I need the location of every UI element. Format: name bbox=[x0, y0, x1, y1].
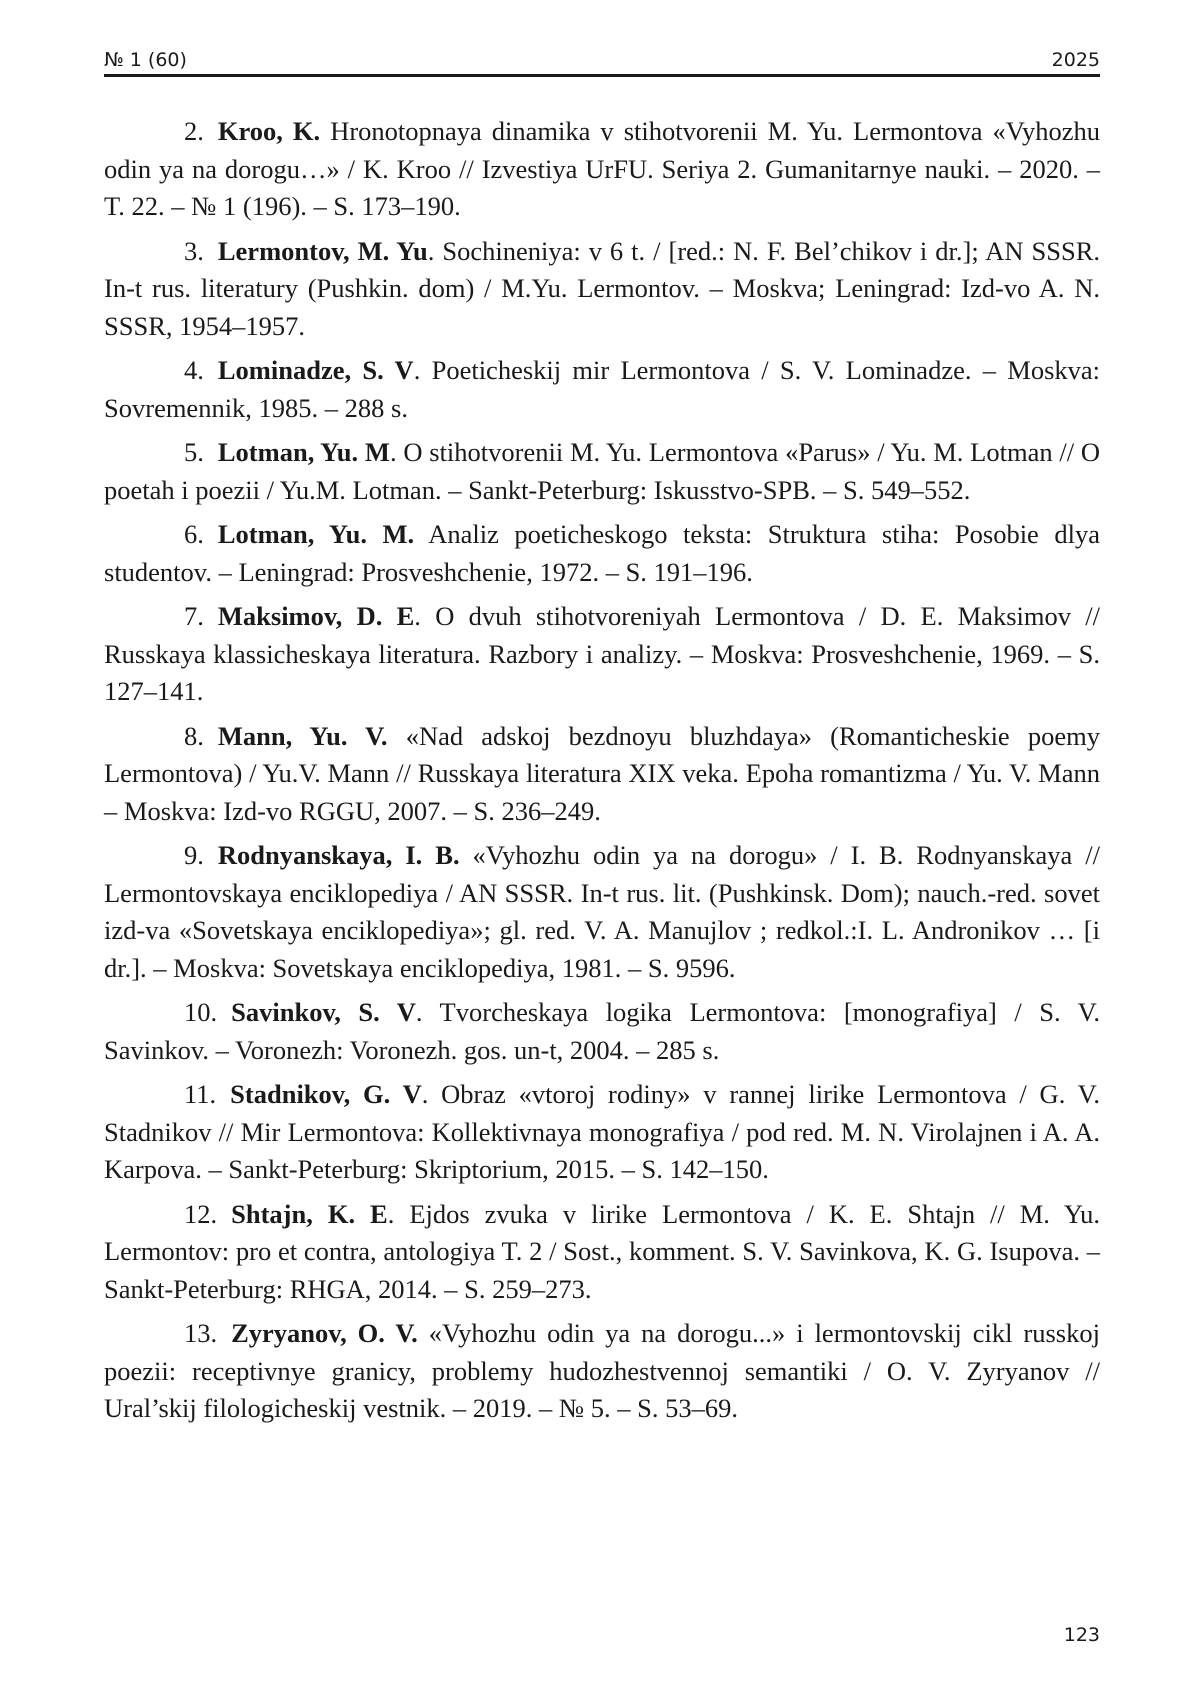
reference-entry bbox=[104, 1315, 1100, 1428]
running-header bbox=[104, 44, 1100, 77]
reference-author: Lermontov, M. Yu bbox=[217, 235, 428, 266]
reference-author: Rodnyanskaya, I. B. bbox=[217, 840, 460, 870]
reference-text: . Sochineniya: v 6 t. / [red.: N. F. Bel’chikov i dr.]; AN SSSR. In-t rus. literatury (Pushkin. dom) / M.Yu. Lermontov. – Moskva; Leningrad: Izd-vo A. N. SSSR, 1954–1957. bbox=[104, 235, 1100, 341]
reference-entry bbox=[104, 837, 1100, 987]
page-number: 123 bbox=[1063, 1624, 1100, 1646]
issue-number: № 1 (60) bbox=[104, 49, 187, 71]
reference-author: Lotman, Yu. M bbox=[217, 437, 390, 467]
reference-entry bbox=[104, 516, 1100, 591]
reference-text: . Poeticheskij mir Lermontova / S. V. Lominadze. – Moskva: Sovremennik, 1985. – 288 s. bbox=[104, 355, 1101, 423]
reference-author: Lominadze, S. V bbox=[217, 355, 414, 385]
publication-year: 2025 bbox=[1051, 49, 1100, 71]
reference-author: Stadnikov, G. V bbox=[230, 1079, 422, 1109]
reference-entry bbox=[104, 233, 1100, 346]
reference-number: 12. bbox=[184, 1198, 218, 1229]
reference-entry bbox=[104, 718, 1100, 831]
reference-entry bbox=[104, 352, 1100, 427]
reference-entry bbox=[104, 434, 1100, 509]
reference-author: Lotman, Yu. M. bbox=[217, 519, 415, 549]
reference-list bbox=[104, 113, 1100, 1435]
reference-number: 13. bbox=[184, 1318, 218, 1348]
reference-number: 11. bbox=[184, 1079, 217, 1109]
reference-text: . O dvuh stihotvoreniyah Lermontova / D. E. Maksimov // Russkaya klassicheskaya literatura. Razbory i analizy. – Moskva: Prosveshchenie, 1969. – S. 127–141. bbox=[104, 601, 1100, 706]
reference-number: 10. bbox=[184, 997, 218, 1027]
reference-entry bbox=[104, 598, 1100, 711]
reference-text: . Obraz «vtoroj rodiny» v rannej lirike Lermontova / G. V. Stadnikov // Mir Lermontova: Kollektivnaya monografiya / pod red. M. N. Virolajnen i A. A. Karpova. – Sankt-Peterburg: Skriptorium, 2015. – S. 142–150. bbox=[104, 1079, 1100, 1184]
reference-number: 9. bbox=[184, 840, 204, 870]
reference-text: Analiz poeticheskogo teksta: Struktura stiha: Posobie dlya studentov. – Leningrad: Prosveshchenie, 1972. – S. 191–196. bbox=[104, 519, 1100, 587]
reference-number: 7. bbox=[184, 601, 204, 631]
reference-number: 4. bbox=[184, 355, 204, 385]
reference-text: «Nad adskoj bezdnoyu bluzhdaya» (Romanticheskie poemy Lermontova) / Yu.V. Mann // Russkaya literatura XIX veka. Epoha romantizma / Yu. V. Mann – Moskva: Izd-vo RGGU, 2007. – S. 236–249. bbox=[104, 720, 1100, 826]
reference-text: Hronotopnaya dinamika v stihotvorenii M. Yu. Lermontova «Vyhozhu odin ya na dorogu…» / K. Kroo // Izvestiya UrFU. Seriya 2. Gumanitarnye nauki. – 2020. – T. 22. – № 1 (196). – S. 173–190. bbox=[104, 116, 1100, 221]
reference-author: Shtajn, K. E bbox=[231, 1198, 388, 1229]
reference-entry bbox=[104, 1196, 1100, 1309]
reference-number: 8. bbox=[184, 720, 204, 751]
reference-entry bbox=[104, 994, 1100, 1069]
reference-text: . Ejdos zvuka v lirike Lermontova / K. E. Shtajn // M. Yu. Lermontov: pro et contra, antologiya T. 2 / Sost., komment. S. V. Savinkova, K. G. Isupova. – Sankt-Peterburg: RHGA, 2014. – S. 259–273. bbox=[104, 1198, 1100, 1304]
reference-text: «Vyhozhu odin ya na dorogu...» i lermontovskij cikl russkoj poezii: receptivnye granicy, problemy hudozhestvennoj semantiki / O. V. Zyryanov // Ural’skij filologicheskij vestnik. – 2019. – № 5. – S. 53–69. bbox=[104, 1318, 1100, 1423]
reference-entry bbox=[104, 113, 1100, 226]
reference-text: . Tvorcheskaya logika Lermontova: [monografiya] / S. V. Savinkov. – Voronezh: Voronezh. gos. un-t, 2004. – 285 s. bbox=[104, 997, 1100, 1065]
reference-author: Mann, Yu. V. bbox=[217, 720, 388, 751]
reference-number: 3. bbox=[184, 235, 204, 266]
reference-author: Zyryanov, O. V. bbox=[231, 1318, 418, 1348]
reference-entry bbox=[104, 1076, 1100, 1189]
reference-number: 6. bbox=[184, 519, 204, 549]
reference-author: Savinkov, S. V bbox=[231, 997, 416, 1027]
reference-author: Kroo, K. bbox=[217, 116, 321, 146]
reference-text: «Vyhozhu odin ya na dorogu» / I. B. Rodnyanskaya // Lermontovskaya enciklopediya / AN SSSR. In-t rus. lit. (Pushkinsk. Dom); nauch.-red. sovet izd-va «Sovetskaya enciklopediya»; gl. red. V. A. Manujlov ; redkol.:I. L. Andronikov … [i dr.]. – Moskva: Sovetskaya enciklopediya, 1981. – S. 9596. bbox=[104, 840, 1101, 983]
reference-number: 2. bbox=[184, 116, 204, 146]
reference-number: 5. bbox=[184, 437, 204, 467]
reference-text: . O stihotvorenii M. Yu. Lermontova «Parus» / Yu. M. Lotman // O poetah i poezii / Yu.M. Lotman. – Sankt-Peterburg: Iskusstvo-SPB. – S. 549–552. bbox=[104, 437, 1100, 505]
reference-author: Maksimov, D. E bbox=[217, 601, 415, 631]
